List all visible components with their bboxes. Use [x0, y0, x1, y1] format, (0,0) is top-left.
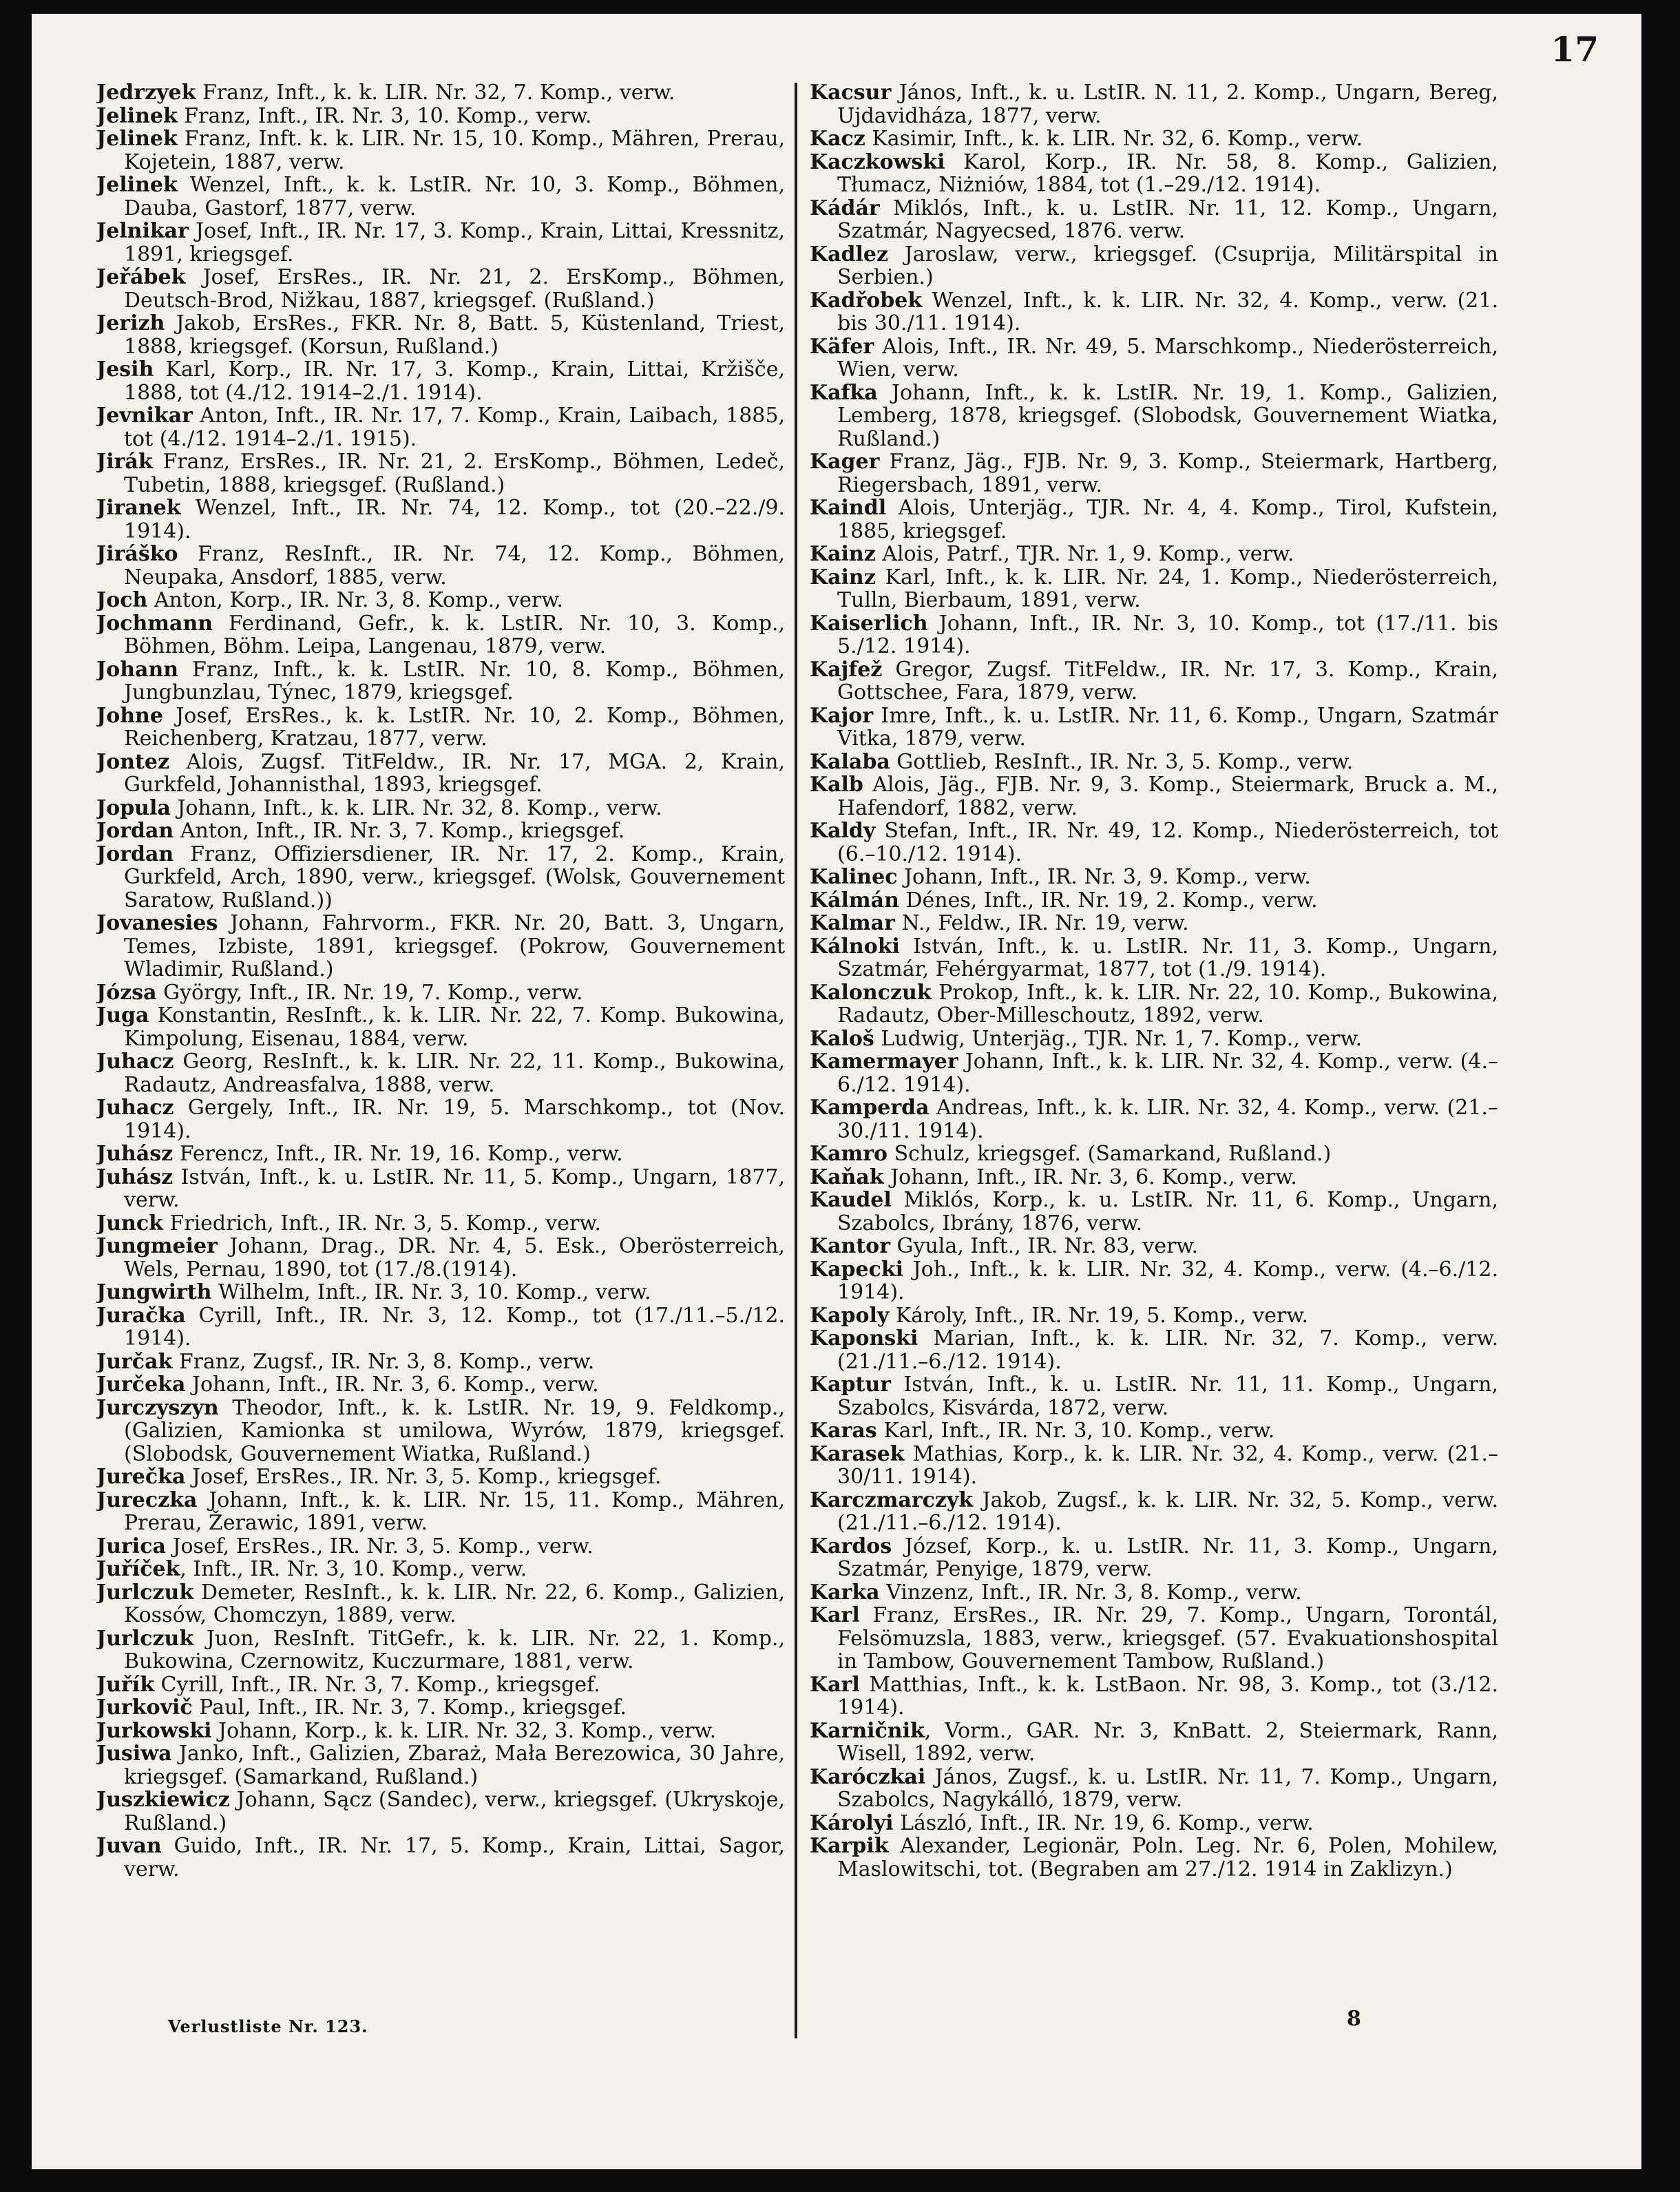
- entry-surname: Jevnikar: [96, 404, 193, 428]
- entry-details: Károly, Inft., IR. Nr. 19, 5. Komp., verw.: [889, 1303, 1309, 1328]
- entry-details: Karol, Korp., IR. Nr. 58, 8. Komp., Galizien, Tłumacz, Niżniów, 1884, tot (1.–29./12. 1914).: [837, 149, 1498, 197]
- list-entry: [810, 1419, 1498, 1443]
- list-entry: [96, 820, 785, 843]
- entry-details: István, Inft., k. u. LstIR. Nr. 11, 3. Komp., Ungarn, Szatmár, Fehérgyarmat, 1877, tot (1./9. 1914).: [837, 934, 1498, 981]
- entry-details: Franz, Inft. k. k. LIR. Nr. 15, 10. Komp., Mähren, Prerau, Kojetein, 1887, verw.: [124, 127, 785, 174]
- entry-surname: Juszkiewicz: [96, 1788, 230, 1812]
- list-entry: [96, 127, 785, 174]
- list-entry: [96, 1627, 785, 1673]
- list-entry: [96, 1142, 785, 1166]
- entry-surname: Jordan: [96, 842, 174, 866]
- entry-surname: Jeřábek: [96, 265, 186, 289]
- entry-surname: Juhász: [96, 1165, 174, 1189]
- list-entry: [810, 889, 1498, 912]
- entry-surname: Juračka: [96, 1303, 186, 1328]
- entry-surname: Kaponski: [810, 1326, 918, 1350]
- entry-details: Demeter, ResInft., k. k. LIR. Nr. 22, 6. Komp., Galizien, Kossów, Chomczyn, 1889, verw.: [124, 1580, 785, 1627]
- entry-details: Janko, Inft., Galizien, Zbaraż, Mała Berezowica, 30 Jahre, kriegsgef. (Samarkand, Rußland.): [124, 1742, 785, 1789]
- list-entry: [810, 1812, 1498, 1835]
- entry-details: Miklós, Korp., k. u. LstIR. Nr. 11, 6. Komp., Ungarn, Szabolcs, Ibrány, 1876, verw.: [837, 1188, 1498, 1235]
- entry-surname: Kainz: [810, 565, 876, 589]
- entry-details: Johann, Drag., DR. Nr. 4, 5. Esk., Oberösterreich, Wels, Pernau, 1890, tot (17./8.(1914).: [124, 1234, 785, 1282]
- list-entry: [96, 1720, 785, 1743]
- entry-surname: Juga: [96, 1003, 149, 1027]
- entry-details: Johann, Inft., k. k. LIR. Nr. 15, 11. Komp., Mähren, Prerau, Žerawic, 1891, verw.: [124, 1488, 785, 1535]
- list-entry: [810, 543, 1498, 566]
- entry-details: Alois, Inft., IR. Nr. 49, 5. Marschkomp., Niederösterreich, Wien, verw.: [837, 334, 1498, 382]
- entry-details: János, Inft., k. u. LstIR. N. 11, 2. Komp., Ungarn, Bereg, Ujdavidháza, 1877, verw.: [837, 81, 1498, 128]
- entry-details: Franz, ErsRes., IR. Nr. 29, 7. Komp., Ungarn, Torontál, Felsömuzsla, 1883, verw., kriegsgef. (57. Evakuationshospital in Tambow, Gouvernement Tambow, Rußland.): [837, 1603, 1498, 1673]
- entry-surname: Kálnoki: [810, 934, 900, 959]
- entry-surname: Jureczka: [96, 1488, 198, 1512]
- entry-surname: Juříček: [96, 1557, 180, 1581]
- list-entry: [810, 704, 1498, 751]
- entry-surname: Kamro: [810, 1142, 888, 1166]
- list-entry: [96, 312, 785, 358]
- list-entry: [810, 1673, 1498, 1720]
- list-entry: [96, 1465, 785, 1489]
- entry-surname: Kaczkowski: [810, 149, 945, 174]
- entry-details: Ludwig, Unterjäg., TJR. Nr. 1, 7. Komp., verw.: [874, 1026, 1363, 1051]
- entry-surname: Käfer: [810, 334, 874, 359]
- column-divider: [795, 83, 797, 2038]
- entry-surname: Kamermayer: [810, 1050, 958, 1074]
- entry-surname: Karas: [810, 1419, 877, 1443]
- entry-details: Franz, ResInft., IR. Nr. 74, 12. Komp., Böhmen, Neupaka, Ansdorf, 1885, verw.: [124, 542, 785, 589]
- entry-surname: Kapoly: [810, 1303, 890, 1328]
- entry-details: Franz, Inft., IR. Nr. 3, 10. Komp., verw.: [177, 103, 592, 128]
- list-entry: [810, 1189, 1498, 1235]
- entry-details: Franz, Offiziersdiener, IR. Nr. 17, 2. Komp., Krain, Gurkfeld, Arch, 1890, verw., kriegsgef. (Wolsk, Gouvernement Saratow, Rußland.)): [124, 842, 785, 912]
- list-entry: [810, 1581, 1498, 1605]
- entry-details: Ferdinand, Gefr., k. k. LstIR. Nr. 10, 3. Komp., Böhmen, Böhm. Leipa, Langenau, 1879, verw.: [124, 611, 785, 658]
- entry-surname: Juhacz: [96, 1050, 174, 1074]
- list-entry: [96, 612, 785, 658]
- entry-details: Anton, Inft., IR. Nr. 3, 7. Komp., kriegsgef.: [174, 819, 625, 843]
- entry-surname: Kalaba: [810, 749, 890, 774]
- document-page: [32, 14, 1641, 2169]
- list-entry: [810, 1166, 1498, 1189]
- list-entry: [810, 773, 1498, 820]
- list-entry: [96, 1304, 785, 1350]
- entry-details: György, Inft., IR. Nr. 19, 7. Komp., verw.: [156, 980, 583, 1005]
- entry-surname: Kaiserlich: [810, 611, 928, 636]
- list-entry: [96, 1558, 785, 1581]
- list-entry: [96, 1373, 785, 1397]
- entry-details: Miklós, Inft., k. u. LstIR. Nr. 11, 12. Komp., Ungarn, Szatmár, Nagyecsed, 1876. verw.: [837, 196, 1498, 243]
- list-entry: [810, 612, 1498, 658]
- list-entry: [810, 866, 1498, 889]
- entry-surname: Kamperda: [810, 1096, 930, 1120]
- entry-surname: Karl: [810, 1603, 860, 1627]
- list-entry: [96, 1281, 785, 1304]
- entry-surname: Kadlez: [810, 242, 889, 267]
- entry-surname: Jochmann: [96, 611, 213, 636]
- entry-details: Alois, Unterjäg., TJR. Nr. 4, 4. Komp., Tirol, Kufstein, 1885, kriegsgef.: [837, 496, 1498, 543]
- sheet-mark: 8: [1347, 2007, 1361, 2031]
- entry-surname: Kalinec: [810, 865, 898, 889]
- list-entry: [96, 1673, 785, 1697]
- entry-details: Alois, Patrf., TJR. Nr. 1, 9. Komp., verw.: [875, 542, 1294, 566]
- entry-details: Stefan, Inft., IR. Nr. 49, 12. Komp., Niederösterreich, tot (6.–10./12. 1914).: [837, 819, 1498, 866]
- list-entry: [810, 335, 1498, 382]
- entry-details: Franz, Zugsf., IR. Nr. 3, 8. Komp., verw.: [172, 1349, 595, 1374]
- entry-details: Franz, Jäg., FJB. Nr. 9, 3. Komp., Steiermark, Hartberg, Riegersbach, 1891, verw.: [837, 450, 1498, 497]
- list-entry: [96, 1212, 785, 1235]
- entry-surname: Jelinek: [96, 103, 178, 128]
- list-entry: [96, 1535, 785, 1558]
- list-entry: [810, 1327, 1498, 1373]
- list-entry: [810, 1443, 1498, 1489]
- footer-title: Verlustliste Nr. 123.: [168, 2016, 368, 2036]
- entry-surname: Juhacz: [96, 1096, 174, 1120]
- list-entry: [96, 1835, 785, 1881]
- list-entry: [96, 1581, 785, 1627]
- entry-surname: Kaptur: [810, 1372, 891, 1397]
- entry-details: Alexander, Legionär, Poln. Leg. Nr. 6, Polen, Mohilew, Maslowitschi, tot. (Begraben am 27./12. 1914 in Zaklizyn.): [837, 1834, 1498, 1881]
- list-entry: [96, 358, 785, 404]
- entry-details: Matthias, Inft., k. k. LstBaon. Nr. 98, 3. Komp., tot (3./12. 1914).: [837, 1672, 1498, 1720]
- entry-surname: Jurečka: [96, 1465, 186, 1489]
- entry-surname: Johann: [96, 657, 179, 682]
- entry-surname: Kainz: [810, 542, 876, 566]
- list-entry: [810, 450, 1498, 497]
- list-entry: [96, 1788, 785, 1835]
- entry-surname: Karasek: [810, 1441, 905, 1466]
- list-entry: [810, 1027, 1498, 1051]
- entry-details: Alois, Jäg., FJB. Nr. 9, 3. Komp., Steiermark, Bruck a. M., Hafendorf, 1882, verw.: [837, 773, 1498, 820]
- entry-surname: Kalmar: [810, 911, 895, 935]
- entry-details: Wenzel, Inft., k. k. LIR. Nr. 32, 4. Komp., verw. (21. bis 30./11. 1914).: [837, 288, 1498, 335]
- entry-surname: Karka: [810, 1580, 880, 1605]
- entry-details: Franz, Inft., k. k. LIR. Nr. 32, 7. Komp., verw.: [196, 81, 675, 105]
- entry-details: Cyrill, Inft., IR. Nr. 3, 7. Komp., kriegsgef.: [154, 1672, 600, 1697]
- entry-details: Kasimir, Inft., k. k. LIR. Nr. 32, 6. Komp., verw.: [865, 127, 1363, 151]
- entry-details: Josef, ErsRes., k. k. LstIR. Nr. 10, 2. Komp., Böhmen, Reichenberg, Kratzau, 1877, verw.: [124, 703, 785, 751]
- list-entry: [96, 1350, 785, 1374]
- entry-details: Wilhelm, Inft., IR. Nr. 3, 10. Komp., verw.: [211, 1280, 651, 1304]
- list-entry: [96, 1489, 785, 1535]
- entry-details: Johann, Inft., k. k. LIR. Nr. 32, 4. Komp., verw. (4.–6./12. 1914).: [837, 1050, 1498, 1097]
- entry-surname: Józsa: [96, 980, 157, 1005]
- list-entry: [810, 151, 1498, 197]
- entry-details: Marian, Inft., k. k. LIR. Nr. 32, 7. Komp., verw. (21./11.–6./12. 1914).: [837, 1326, 1498, 1374]
- entry-details: Johann, Inft., IR. Nr. 3, 6. Komp., verw.: [883, 1165, 1297, 1189]
- entry-details: Wenzel, Inft., k. k. LstIR. Nr. 10, 3. Komp., Böhmen, Dauba, Gastorf, 1877, verw.: [124, 173, 785, 220]
- entry-details: Guido, Inft., IR. Nr. 17, 5. Komp., Krain, Littai, Sagor, verw.: [124, 1834, 785, 1881]
- entry-surname: Jelnikar: [96, 219, 189, 243]
- entry-surname: Karl: [810, 1672, 860, 1697]
- entry-surname: Jopula: [96, 795, 171, 820]
- list-entry: [96, 1696, 785, 1720]
- entry-details: Vinzenz, Inft., IR. Nr. 3, 8. Komp., verw.: [879, 1580, 1302, 1605]
- entry-surname: Kager: [810, 450, 880, 474]
- list-entry: [96, 1397, 785, 1466]
- entry-details: Johann, Inft., IR. Nr. 3, 6. Komp., verw.: [185, 1372, 599, 1397]
- list-entry: [96, 81, 785, 105]
- entry-details: Anton, Korp., IR. Nr. 3, 8. Komp., verw.: [147, 588, 563, 612]
- list-entry: [96, 450, 785, 497]
- entry-surname: Kaňak: [810, 1165, 884, 1189]
- entry-surname: Kaloš: [810, 1026, 874, 1051]
- entry-details: Johann, Inft., IR. Nr. 3, 9. Komp., verw.: [897, 865, 1311, 889]
- entry-details: Franz, Inft., k. k. LstIR. Nr. 10, 8. Komp., Böhmen, Jungbunzlau, Týnec, 1879, kriegsgef.: [124, 657, 785, 704]
- entry-details: Prokop, Inft., k. k. LIR. Nr. 22, 10. Komp., Bukowina, Radautz, Ober-Milleschoutz, 1892, verw.: [837, 980, 1498, 1027]
- list-entry: [96, 912, 785, 981]
- entry-details: Josef, Inft., IR. Nr. 17, 3. Komp., Krain, Littai, Kressnitz, 1891, kriegsgef.: [124, 219, 785, 267]
- list-entry: [96, 658, 785, 704]
- list-entry: [810, 197, 1498, 243]
- entry-details: Andreas, Inft., k. k. LIR. Nr. 32, 4. Komp., verw. (21.–30./11. 1914).: [837, 1096, 1498, 1143]
- entry-surname: Jurkowski: [96, 1718, 212, 1743]
- list-entry: [96, 843, 785, 912]
- entry-surname: Junck: [96, 1211, 163, 1235]
- entry-details: Konstantin, ResInft., k. k. LIR. Nr. 22, 7. Komp. Bukowina, Kimpolung, Eisenau, 1884, verw.: [124, 1003, 785, 1051]
- entry-surname: Jontez: [96, 749, 169, 774]
- entry-details: N., Feldw., IR. Nr. 19, verw.: [894, 911, 1189, 935]
- entry-surname: Kacz: [810, 127, 865, 151]
- entry-details: Jakob, ErsRes., FKR. Nr. 8, Batt. 5, Küstenland, Triest, 1888, kriegsgef. (Korsun, Rußland.): [124, 311, 785, 359]
- entry-surname: Jirák: [96, 450, 153, 474]
- list-entry: [96, 105, 785, 128]
- entry-surname: Karničnik: [810, 1718, 925, 1743]
- entry-surname: Jurčak: [96, 1349, 173, 1374]
- page-number: 17: [1551, 29, 1599, 70]
- list-entry: [96, 704, 785, 751]
- list-entry: [810, 751, 1498, 774]
- entry-surname: Kalonczuk: [810, 980, 932, 1005]
- list-entry: [96, 497, 785, 543]
- list-entry: [96, 1050, 785, 1096]
- entry-surname: Jesih: [96, 357, 154, 382]
- list-entry: [96, 751, 785, 797]
- entry-surname: Jurlczuk: [96, 1580, 194, 1605]
- right-column: [810, 81, 1498, 2106]
- entry-surname: Jedrzyek: [96, 81, 196, 105]
- list-entry: [810, 1720, 1498, 1766]
- list-entry: [810, 1142, 1498, 1166]
- entry-details: Paul, Inft., IR. Nr. 3, 7. Komp., kriegsgef.: [192, 1695, 627, 1720]
- list-entry: [810, 1258, 1498, 1304]
- entry-details: Anton, Inft., IR. Nr. 17, 7. Komp., Krain, Laibach, 1885, tot (4./12. 1914–2./1. 1915).: [124, 404, 785, 451]
- entry-surname: Kaudel: [810, 1188, 892, 1212]
- list-entry: [96, 266, 785, 312]
- entry-surname: Kardos: [810, 1534, 892, 1558]
- entry-surname: Karpik: [810, 1834, 889, 1858]
- entry-surname: Joch: [96, 588, 148, 612]
- list-entry: [96, 981, 785, 1005]
- entry-details: Jakob, Zugsf., k. k. LIR. Nr. 32, 5. Komp., verw. (21./11.–6./12. 1914).: [837, 1488, 1498, 1535]
- entry-surname: Juřík: [96, 1672, 154, 1697]
- list-entry: [96, 220, 785, 266]
- list-entry: [810, 1050, 1498, 1096]
- list-entry: [810, 243, 1498, 289]
- list-entry: [810, 1604, 1498, 1673]
- list-entry: [96, 1096, 785, 1142]
- entry-surname: Kaldy: [810, 819, 876, 843]
- entry-surname: Jiráško: [96, 542, 178, 566]
- entry-details: Josef, ErsRes., IR. Nr. 21, 2. ErsKomp., Böhmen, Deutsch-Brod, Nižkau, 1887, kriegsgef. (Rußland.): [124, 265, 785, 313]
- entry-details: Gergely, Inft., IR. Nr. 19, 5. Marschkomp., tot (Nov. 1914).: [124, 1096, 785, 1143]
- list-entry: [96, 404, 785, 450]
- entry-details: Imre, Inft., k. u. LstIR. Nr. 11, 6. Komp., Ungarn, Szatmár Vitka, 1879, verw.: [837, 703, 1498, 751]
- entry-surname: Jovanesies: [96, 911, 218, 935]
- entry-surname: Jungmeier: [96, 1234, 218, 1258]
- list-entry: [810, 81, 1498, 127]
- list-entry: [96, 1004, 785, 1050]
- entry-details: Friedrich, Inft., IR. Nr. 3, 5. Komp., verw.: [162, 1211, 602, 1235]
- entry-details: Dénes, Inft., IR. Nr. 19, 2. Komp., verw.: [899, 888, 1318, 912]
- entry-surname: Karczmarczyk: [810, 1488, 974, 1512]
- entry-details: István, Inft., k. u. LstIR. Nr. 11, 11. Komp., Ungarn, Szabolcs, Kisvárda, 1872, verw.: [837, 1372, 1498, 1420]
- list-entry: [96, 1742, 785, 1788]
- left-column: [96, 81, 785, 2106]
- list-entry: [96, 543, 785, 589]
- entry-surname: Kaindl: [810, 496, 887, 520]
- entry-surname: Jurica: [96, 1534, 166, 1558]
- entry-details: Johann, Inft., k. k. LstIR. Nr. 19, 1. Komp., Galizien, Lemberg, 1878, kriegsgef. (Slobodsk, Gouvernement Wiatka, Rußland.): [837, 380, 1498, 451]
- entry-details: Karl, Inft., k. k. LIR. Nr. 24, 1. Komp., Niederösterreich, Tulln, Bierbaum, 1891, verw.: [837, 565, 1498, 612]
- list-entry: [810, 1835, 1498, 1881]
- entry-details: Johann, Inft., k. k. LIR. Nr. 32, 8. Komp., verw.: [170, 795, 662, 820]
- entry-surname: Jungwirth: [96, 1280, 212, 1304]
- entry-surname: Jurčeka: [96, 1372, 186, 1397]
- entry-details: Wenzel, Inft., IR. Nr. 74, 12. Komp., tot (20.–22./9. 1914).: [124, 496, 785, 543]
- entry-surname: Jusiwa: [96, 1742, 172, 1766]
- entry-surname: Kálmán: [810, 888, 899, 912]
- entry-details: Gyula, Inft., IR. Nr. 83, verw.: [890, 1234, 1199, 1258]
- list-entry: [810, 289, 1498, 335]
- list-entry: [810, 912, 1498, 935]
- entry-details: Karl, Korp., IR. Nr. 17, 3. Komp., Krain, Littai, Kržišče, 1888, tot (4./12. 1914–2./1. 1914).: [124, 357, 785, 405]
- entry-details: , Vorm., GAR. Nr. 3, KnBatt. 2, Steiermark, Rann, Wisell, 1892, verw.: [837, 1718, 1498, 1766]
- entry-details: Johann, Inft., IR. Nr. 3, 10. Komp., tot (17./11. bis 5./12. 1914).: [837, 611, 1498, 658]
- list-entry: [810, 935, 1498, 981]
- entry-details: István, Inft., k. u. LstIR. Nr. 11, 5. Komp., Ungarn, 1877, verw.: [124, 1165, 785, 1212]
- entry-surname: Kajfež: [810, 657, 883, 682]
- list-entry: [810, 658, 1498, 704]
- entry-surname: Jerizh: [96, 311, 165, 335]
- entry-surname: Károlyi: [810, 1810, 894, 1835]
- entry-surname: Jordan: [96, 819, 174, 843]
- entry-surname: Karóczkai: [810, 1764, 926, 1789]
- entry-details: Franz, ErsRes., IR. Nr. 21, 2. ErsKomp., Böhmen, Ledeč, Tubetin, 1888, kriegsgef. (Rußland.): [124, 450, 785, 497]
- list-entry: [810, 1235, 1498, 1258]
- entry-surname: Johne: [96, 703, 163, 728]
- list-entry: [810, 1535, 1498, 1581]
- list-entry: [810, 382, 1498, 451]
- entry-details: Josef, ErsRes., IR. Nr. 3, 5. Komp., kriegsgef.: [185, 1465, 662, 1489]
- entry-details: József, Korp., k. u. LstIR. Nr. 11, 3. Komp., Ungarn, Szatmár, Penyige, 1879, verw.: [837, 1534, 1498, 1581]
- entry-details: Johann, Korp., k. k. LIR. Nr. 32, 3. Komp., verw.: [211, 1718, 717, 1743]
- entry-surname: Jelinek: [96, 173, 178, 197]
- entry-surname: Juhász: [96, 1142, 174, 1166]
- entry-surname: Kantor: [810, 1234, 890, 1258]
- entry-surname: Kapecki: [810, 1257, 904, 1282]
- entry-details: Gregor, Zugsf. TitFeldw., IR. Nr. 17, 3. Komp., Krain, Gottschee, Fara, 1879, verw.: [837, 657, 1498, 704]
- list-entry: [810, 1766, 1498, 1812]
- entry-surname: Kadřobek: [810, 288, 923, 313]
- entry-surname: Jurczyszyn: [96, 1395, 219, 1420]
- entry-surname: Jurkovič: [96, 1695, 193, 1720]
- entry-details: Joh., Inft., k. k. LIR. Nr. 32, 4. Komp., verw. (4.–6./12. 1914).: [837, 1257, 1498, 1304]
- entry-surname: Kacsur: [810, 81, 892, 105]
- entry-details: László, Inft., IR. Nr. 19, 6. Komp., verw.: [893, 1810, 1314, 1835]
- entry-details: Mathias, Korp., k. k. LIR. Nr. 32, 4. Komp., verw. (21.–30/11. 1914).: [837, 1441, 1498, 1489]
- list-entry: [810, 1489, 1498, 1535]
- entry-surname: Kajor: [810, 703, 874, 728]
- list-entry: [96, 589, 785, 612]
- entry-details: Jaroslaw, verw., kriegsgef. (Csuprija, Militärspital in Serbien.): [837, 242, 1498, 289]
- list-entry: [810, 1096, 1498, 1142]
- entry-details: Theodor, Inft., k. k. LstIR. Nr. 19, 9. Feldkomp., (Galizien, Kamionka st umilowa, Wyrów, 1879, kriegsgef. (Slobodsk, Gouvernement Wiatka, Rußland.): [124, 1395, 785, 1466]
- entry-surname: Kafka: [810, 380, 878, 405]
- list-entry: [96, 1235, 785, 1281]
- list-entry: [810, 820, 1498, 866]
- list-entry: [810, 981, 1498, 1027]
- list-entry: [810, 497, 1498, 543]
- entry-details: Juon, ResInft. TitGefr., k. k. LIR. Nr. 22, 1. Komp., Bukowina, Czernowitz, Kuczurmare, 1881, verw.: [124, 1626, 785, 1673]
- entry-surname: Jelinek: [96, 127, 178, 151]
- list-entry: [810, 1304, 1498, 1328]
- entry-details: Johann, Sącz (Sandec), verw., kriegsgef. (Ukryskoje, Rußland.): [124, 1788, 785, 1835]
- entry-surname: Juvan: [96, 1834, 162, 1858]
- list-entry: [96, 1166, 785, 1212]
- entry-details: Karl, Inft., IR. Nr. 3, 10. Komp., verw.: [876, 1419, 1275, 1443]
- entry-surname: Kalb: [810, 773, 863, 797]
- entry-surname: Jiranek: [96, 496, 181, 520]
- list-entry: [810, 566, 1498, 612]
- entry-surname: Kádár: [810, 196, 880, 220]
- entry-details: Georg, ResInft., k. k. LIR. Nr. 22, 11. Komp., Bukowina, Radautz, Andreasfalva, 1888, verw.: [124, 1050, 785, 1097]
- entry-details: Schulz, kriegsgef. (Samarkand, Rußland.): [888, 1142, 1332, 1166]
- entry-details: Gottlieb, ResInft., IR. Nr. 3, 5. Komp., verw.: [890, 749, 1354, 774]
- entry-details: Ferencz, Inft., IR. Nr. 19, 16. Komp., verw.: [173, 1142, 623, 1166]
- entry-details: Cyrill, Inft., IR. Nr. 3, 12. Komp., tot (17./11.–5./12. 1914).: [124, 1303, 785, 1350]
- entry-details: Johann, Fahrvorm., FKR. Nr. 20, Batt. 3, Ungarn, Temes, Izbiste, 1891, kriegsgef. (Pokrow, Gouvernement Wladimir, Rußland.): [124, 911, 785, 981]
- entry-details: , Inft., IR. Nr. 3, 10. Komp., verw.: [180, 1557, 527, 1581]
- list-entry: [810, 127, 1498, 151]
- list-entry: [96, 174, 785, 220]
- entry-details: Alois, Zugsf. TitFeldw., IR. Nr. 17, MGA. 2, Krain, Gurkfeld, Johannisthal, 1893, kriegsgef.: [124, 749, 785, 797]
- list-entry: [96, 797, 785, 820]
- entry-details: Josef, ErsRes., IR. Nr. 3, 5. Komp., verw.: [165, 1534, 594, 1558]
- list-entry: [810, 1373, 1498, 1419]
- entry-surname: Jurlczuk: [96, 1626, 194, 1651]
- entry-details: János, Zugsf., k. u. LstIR. Nr. 11, 7. Komp., Ungarn, Szabolcs, Nagykálló, 1879, verw.: [837, 1764, 1498, 1812]
